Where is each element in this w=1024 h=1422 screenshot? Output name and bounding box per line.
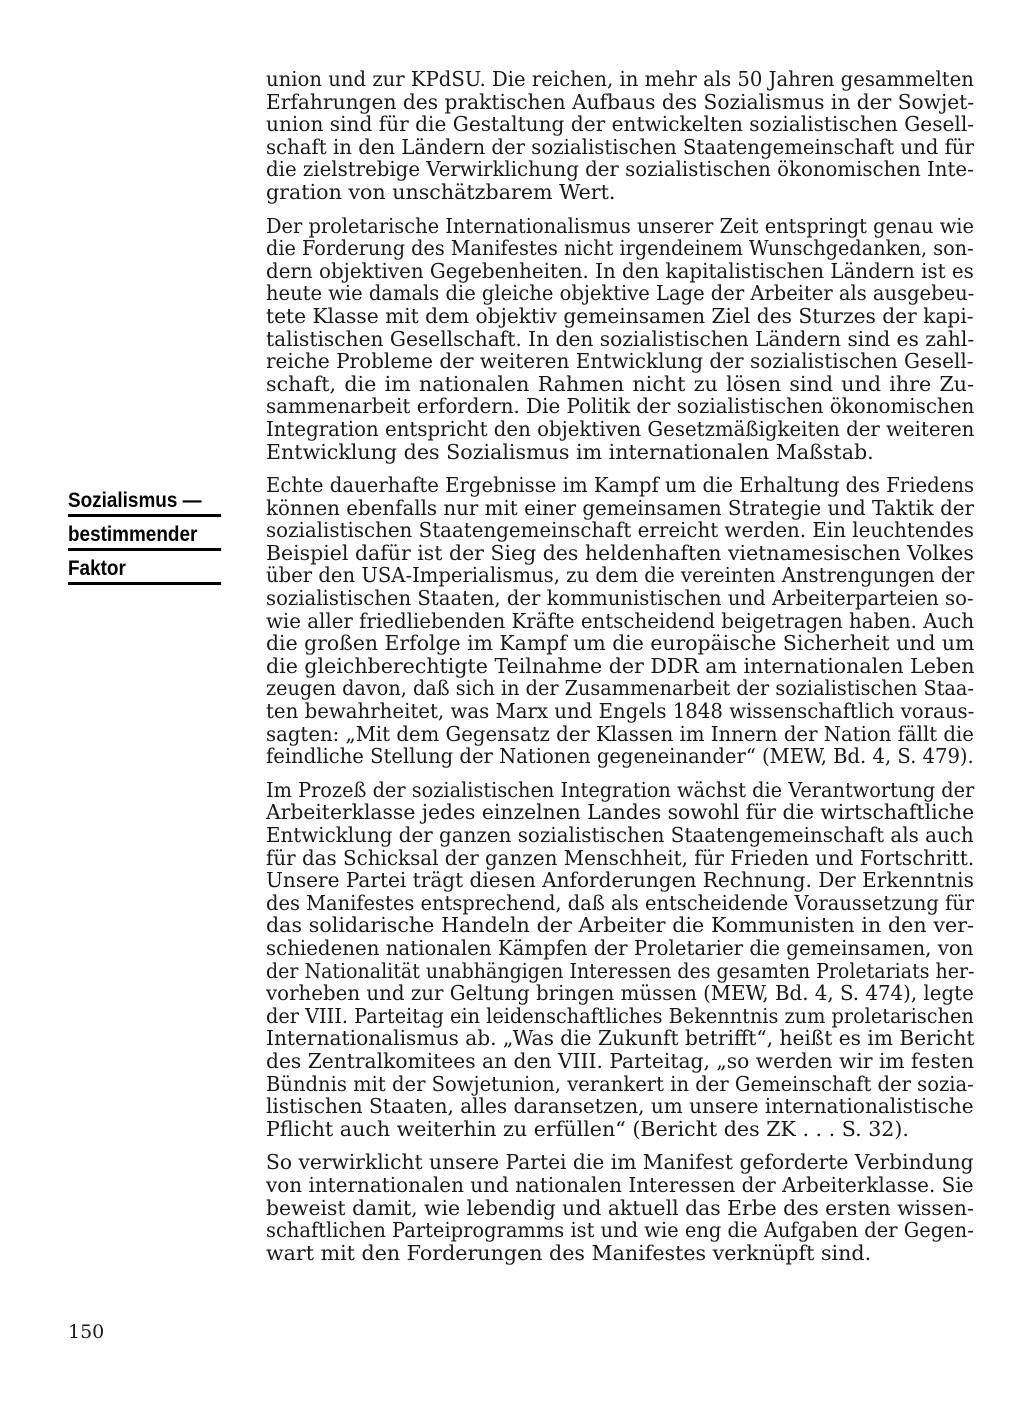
text-line: heute wie damals die gleiche objektive Lage der Arbeiter als ausgebeu- [266, 281, 975, 306]
text-line: Beispiel dafür ist der Sieg des heldenhaften vietnamesischen Volkes [266, 540, 974, 565]
text-line: sammenarbeit erfordern. Die Politik der sozialistischen ökonomischen [266, 394, 975, 419]
page-number: 150 [68, 1321, 105, 1343]
text-line: schaft in den Ländern der sozialistischen Staatengemeinschaft und für [266, 134, 975, 159]
text-line: Erfahrungen des praktischen Aufbaus des Sozialismus in der Sowjet- [266, 89, 975, 114]
text-line: Entwicklung des Sozialismus im internationalen Maßstab. [266, 439, 874, 464]
text-line: Echte dauerhafte Ergebnisse im Kampf um die Erhaltung des Friedens [266, 473, 975, 498]
text-line: der VIII. Parteitag ein leidenschaftliches Bekenntnis zum proletarischen [266, 1003, 974, 1028]
paragraph-4 [266, 779, 974, 1141]
text-line: reiche Probleme der weiteren Entwicklung der sozialistischen Gesell- [266, 349, 974, 374]
text-line: die zielstrebige Verwirklichung der sozialistischen ökonomischen Inte- [266, 157, 974, 182]
text-line: ten bewahrheitet, was Marx und Engels 1848 wissenschaftlich voraus- [266, 699, 975, 724]
text-line: listischen Staaten, alles daransetzen, um unsere internationalistische [266, 1094, 974, 1119]
margin-heading-line: bestimmender [68, 521, 221, 551]
text-line: union und zur KPdSU. Die reichen, in mehr als 50 Jahren gesammelten [266, 67, 974, 91]
text-line: dern objektiven Gegebenheiten. In den kapitalistischen Ländern ist es [266, 258, 974, 283]
text-line: von internationalen und nationalen Interessen der Arbeiterklasse. Sie [266, 1172, 974, 1197]
paragraph-3 [266, 474, 974, 768]
text-line: der Nationalität unabhängigen Interessen des gesamten Proletariats her- [266, 958, 975, 983]
text-line: Integration entspricht den objektiven Gesetzmäßigkeiten der weiteren [266, 416, 975, 441]
text-line: gration von unschätzbarem Wert. [266, 179, 616, 204]
text-line: Pflicht auch weiterhin zu erfüllen“ (Bericht des ZK . . . S. 32). [266, 1116, 909, 1141]
text-line: zeugen davon, daß sich in der Zusammenarbeit der sozialistischen Staa- [266, 676, 974, 701]
paragraph-1 [266, 68, 974, 204]
main-text-column [266, 68, 974, 1275]
text-line: das solidarische Handeln der Arbeiter die Kommunisten in den ver- [266, 913, 974, 938]
text-line: schaft, die im nationalen Rahmen nicht zu lösen sind und ihre Zu- [266, 371, 974, 396]
text-line: Unsere Partei trägt diesen Anforderungen Rechnung. Der Erkenntnis [266, 868, 974, 893]
text-line: können ebenfalls nur mit einer gemeinsamen Strategie und Taktik der [266, 495, 974, 520]
text-line: sagten: „Mit dem Gegensatz der Klassen im Innern der Nation fällt die [266, 721, 974, 746]
text-line: schaftlichen Parteiprogramms ist und wie eng die Aufgaben der Gegen- [266, 1218, 974, 1243]
paragraph-5 [266, 1151, 974, 1264]
margin-heading [68, 487, 242, 589]
text-line: Entwicklung der ganzen sozialistischen Staatengemeinschaft als auch [266, 823, 974, 847]
text-line: beweist damit, wie lebendig und aktuell das Erbe des ersten wissen- [266, 1195, 974, 1220]
text-line: So verwirklicht unsere Partei die im Manifest geforderte Verbindung [266, 1150, 974, 1175]
text-line: die Forderung des Manifestes nicht irgendeinem Wunschgedanken, son- [266, 236, 974, 261]
margin-heading-line: Sozialismus — [68, 487, 221, 517]
text-line: die gleichberechtigte Teilnahme der DDR am internationalen Leben [266, 653, 975, 678]
text-line: schiedenen nationalen Kämpfen der Proletarier die gemeinsamen, von [266, 935, 974, 960]
text-line: Internationalismus ab. „Was die Zukunft betrifft“, heißt es im Bericht [266, 1026, 975, 1051]
text-line: wart mit den Forderungen des Manifestes verknüpft sind. [266, 1240, 872, 1265]
text-line: für das Schicksal der ganzen Menschheit, für Frieden und Fortschritt. [266, 845, 975, 870]
text-line: sozialistischen Staatengemeinschaft erreicht werden. Ein leuchtendes [266, 518, 974, 543]
margin-heading-line: Faktor [68, 555, 221, 585]
text-line: union sind für die Gestaltung der entwickelten sozialistischen Gesell- [266, 112, 975, 137]
text-line: feindliche Stellung der Nationen gegeneinander“ (MEW, Bd. 4, S. 479). [266, 744, 974, 769]
text-line: Bündnis mit der Sowjetunion, verankert in der Gemeinschaft der sozia- [266, 1071, 974, 1096]
paragraph-2 [266, 215, 974, 464]
text-line: wie aller friedliebenden Kräfte entscheidend beigetragen haben. Auch [266, 608, 975, 633]
text-line: sozialistischen Staaten, der kommunistischen und Arbeiterparteien so- [266, 586, 974, 611]
text-line: über den USA-Imperialismus, zu dem die vereinten Anstrengungen der [266, 563, 975, 588]
text-line: des Manifestes entsprechend, daß als entscheidende Voraussetzung für [266, 890, 975, 915]
text-line: des Zentralkomitees an den VIII. Parteitag, „so werden wir im festen [266, 1048, 974, 1073]
text-line: vorheben und zur Geltung bringen müssen (MEW, Bd. 4, S. 474), legte [266, 981, 974, 1006]
text-line: tete Klasse mit dem objektiv gemeinsamen Ziel des Sturzes der kapi- [266, 303, 974, 328]
text-line: Arbeiterklasse jedes einzelnen Landes sowohl für die wirtschaftliche [266, 800, 975, 825]
text-line: Der proletarische Internationalismus unserer Zeit entspringt genau wie [266, 213, 974, 238]
text-line: die großen Erfolge im Kampf um die europäische Sicherheit und um [266, 631, 975, 656]
text-line: Im Prozeß der sozialistischen Integration wächst die Verantwortung der [266, 777, 975, 802]
text-line: talistischen Gesellschaft. In den sozialistischen Ländern sind es zahl- [266, 326, 975, 351]
